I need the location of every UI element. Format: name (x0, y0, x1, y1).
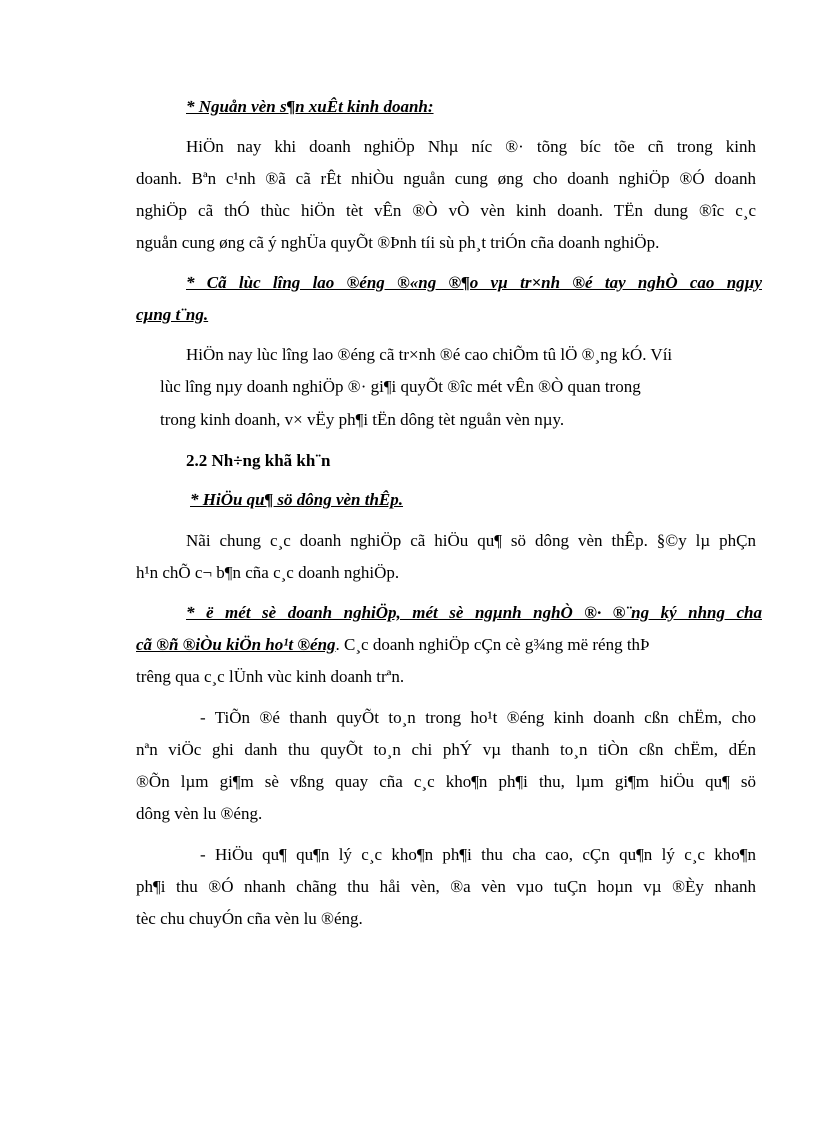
paragraph-line: dông vèn lu ®éng. (136, 804, 263, 823)
paragraph-line: trong kinh doanh, v× vËy ph¶i tËn dông tèt nguån vèn nµy. (160, 410, 565, 429)
paragraph-line: nªn viÖc ghi danh thu quyÕt to¸n chi phÝ vµ thanh to¸n tiÒn cßn chËm, dÉn (136, 740, 756, 759)
heading-registered-industries-cont (136, 635, 756, 655)
paragraph-line: lùc lîng nµy doanh nghiÖp ®· gi¶i quyÕt ®îc mét vÊn ®Ò quan trong (160, 377, 641, 396)
paragraph-line: nghiÖp cã thÓ thùc hiÖn tèt vÊn ®Ò vÒ vèn kinh doanh. TËn dung ®îc c¸c (136, 201, 756, 220)
heading-labor-force-cont: cµng t¨ng. (136, 305, 209, 324)
paragraph-line: nguån cung øng cã ý nghÜa quyÕt ®Þnh tíi sù ph¸t triÓn cña doanh nghiÖp. (136, 233, 660, 252)
paragraph-line: - TiÕn ®é thanh quyÕt to¸n trong ho¹t ®éng kinh doanh cßn chËm, cho (200, 708, 756, 727)
heading-inline-italic: cã ®ñ ®iÒu kiÖn ho¹t ®éng (136, 635, 336, 654)
paragraph-line: h¹n chÕ c¬ b¶n cña c¸c doanh nghiÖp. (136, 563, 400, 582)
section-title-difficulties: 2.2 Nh÷ng khã kh¨n (186, 451, 331, 470)
paragraph-inline-text: . C¸c doanh nghiÖp cÇn cè g¾ng më réng thÞ (335, 635, 650, 654)
heading-labor-force: * Cã lùc lîng lao ®éng ®«ng ®¶o vµ tr×nh ®é tay nghÒ cao ngµy (186, 273, 762, 292)
paragraph-line: HiÖn nay lùc lîng lao ®éng cã tr×nh ®é cao chiÕm tû lÖ ®¸ng kÓ. Víi (186, 345, 673, 364)
paragraph-line: tèc chu chuyÓn cña vèn lu ®éng. (136, 909, 363, 928)
paragraph-line: HiÖn nay khi doanh nghiÖp Nhµ níc ®· tõng bíc tõe cñ trong kinh (186, 137, 756, 156)
heading-low-efficiency: * HiÖu qu¶ sö dông vèn thÊp. (190, 490, 404, 509)
paragraph-line: trêng qua c¸c lÜnh vùc kinh doanh trªn. (136, 667, 405, 686)
paragraph-line: ®Õn lµm gi¶m sè vßng quay cña c¸c kho¶n ph¶i thu, lµm gi¶m hiÖu qu¶ sö (136, 772, 756, 791)
paragraph-line: Nãi chung c¸c doanh nghiÖp cã hiÖu qu¶ sö dông vèn thÊp. §©y lµ phÇn (186, 531, 756, 550)
heading-registered-industries: * ë mét sè doanh nghiÖp, mét sè ngµnh nghÒ ®· ®¨ng ký nhng cha (186, 603, 762, 622)
paragraph-line: - HiÖu qu¶ qu¶n lý c¸c kho¶n ph¶i thu cha cao, cÇn qu¶n lý c¸c kho¶n (200, 845, 756, 864)
paragraph-line: doanh. Bªn c¹nh ®ã cã rÊt nhiÒu nguån cung øng cho doanh nghiÖp ®Ó doanh (136, 169, 756, 188)
heading-capital-sources: * Nguån vèn s¶n xuÊt kinh doanh: (186, 97, 434, 116)
paragraph-line: ph¶i thu ®Ó nhanh chãng thu håi vèn, ®a vèn vµo tuÇn hoµn vµ ®Èy nhanh (136, 877, 756, 896)
